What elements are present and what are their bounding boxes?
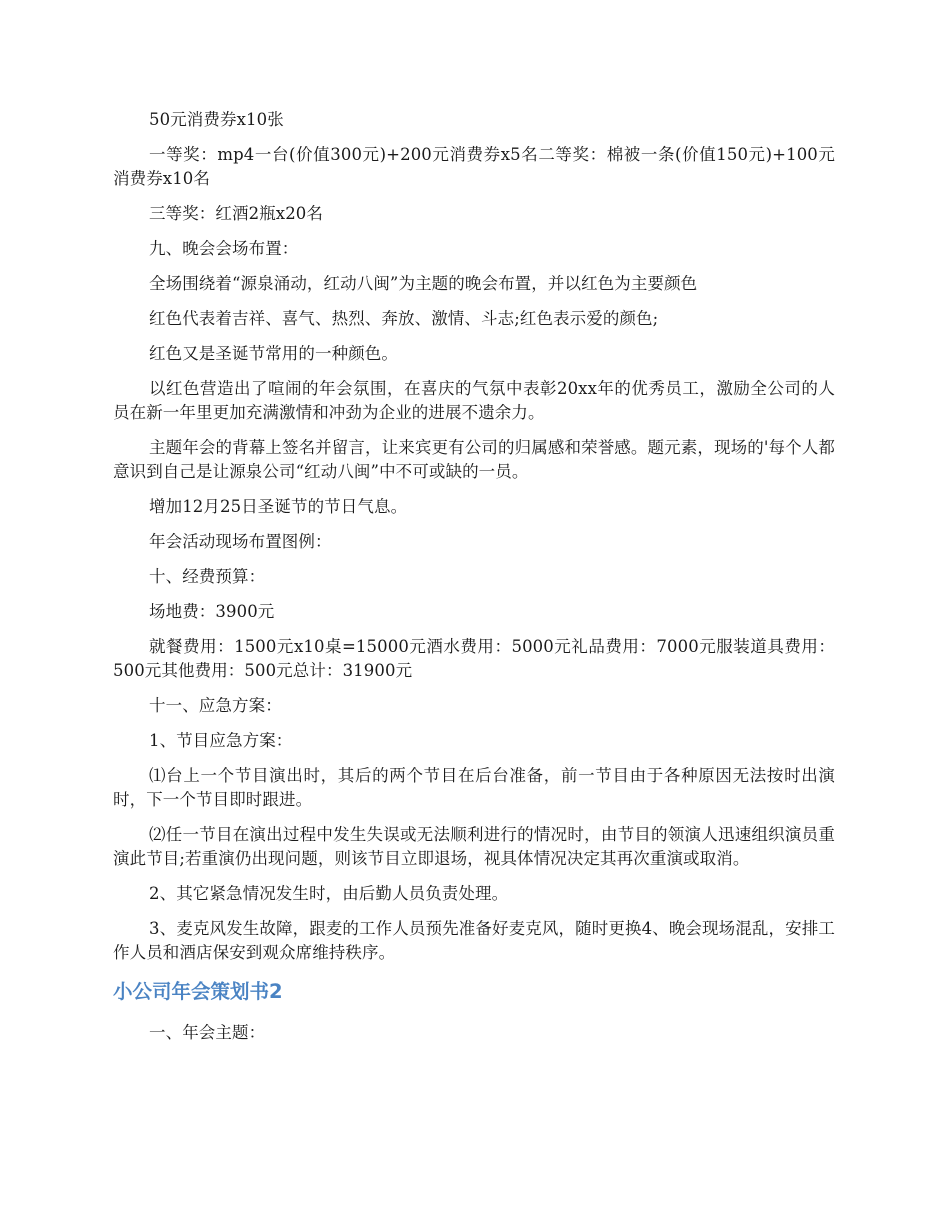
paragraph-signature-wall: 主题年会的背幕上签名并留言，让来宾更有公司的归属感和荣誉感。题元素，现场的'每个人都意识到自己是让源泉公司“红动八闽”中不可或缺的一员。 — [113, 438, 835, 481]
paragraph-expense-breakdown: 就餐费用：1500元x10桌=15000元酒水费用：5000元礼品费用：7000元服装道具费用：500元其他费用：500元总计：31900元 — [113, 637, 835, 680]
paragraph-red-meaning: 红色代表着吉祥、喜气、热烈、奔放、激情、斗志;红色表示爱的颜色; — [149, 309, 659, 328]
paragraph-other-emergency: 2、其它紧急情况发生时，由后勤人员负责处理。 — [149, 884, 509, 903]
paragraph-layout-example: 年会活动现场布置图例： — [149, 532, 332, 551]
paragraph-venue-fee: 场地费：3900元 — [149, 602, 275, 621]
paragraph-emergency-item-1: ⑴台上一个节目演出时，其后的两个节目在后台准备，前一节目由于各种原因无法按时出演时，下一个节目即时跟进。 — [113, 766, 835, 809]
paragraph-atmosphere: 以红色营造出了喧闹的年会氛围，在喜庆的气氛中表彰20xx年的优秀员工，激励全公司的人员在新一年里更加充满激情和冲劲为企业的进展不遗余力。 — [113, 379, 835, 422]
heading-annual-theme: 一、年会主题： — [149, 1023, 266, 1042]
heading-emergency-plan: 十一、应急方案： — [149, 696, 282, 715]
paragraph-christmas-date: 增加12月25日圣诞节的节日气息。 — [149, 497, 408, 516]
paragraph-christmas-color: 红色又是圣诞节常用的一种颜色。 — [149, 344, 398, 363]
heading-venue-layout: 九、晚会会场布置： — [149, 239, 299, 258]
paragraph-third-prize: 三等奖：红酒2瓶x20名 — [149, 204, 323, 223]
document-page — [113, 108, 835, 1056]
paragraph-emergency-item-2: ⑵任一节目在演出过程中发生失误或无法顺利进行的情况时，由节目的领演人迅速组织演员重演此节目;若重演仍出现问题，则该节目立即退场，视具体情况决定其再次重演或取消。 — [113, 825, 835, 868]
paragraph-voucher-prize: 50元消费券x10张 — [149, 110, 284, 129]
paragraph-theme-layout: 全场围绕着“源泉涌动，红动八闽”为主题的晚会布置，并以红色为主要颜色 — [149, 274, 698, 293]
heading-budget: 十、经费预算： — [149, 567, 266, 586]
paragraph-first-second-prize: 一等奖：mp4一台(价值300元)+200元消费券x5名二等奖：棉被一条(价值150元)+100元消费券x10名 — [113, 145, 835, 188]
section-title: 小公司年会策划书2 — [113, 980, 283, 1003]
heading-program-emergency: 1、节目应急方案： — [149, 731, 293, 750]
paragraph-microphone: 3、麦克风发生故障，跟麦的工作人员预先准备好麦克风，随时更换4、晚会现场混乱，安排工作人员和酒店保安到观众席维持秩序。 — [113, 919, 835, 962]
